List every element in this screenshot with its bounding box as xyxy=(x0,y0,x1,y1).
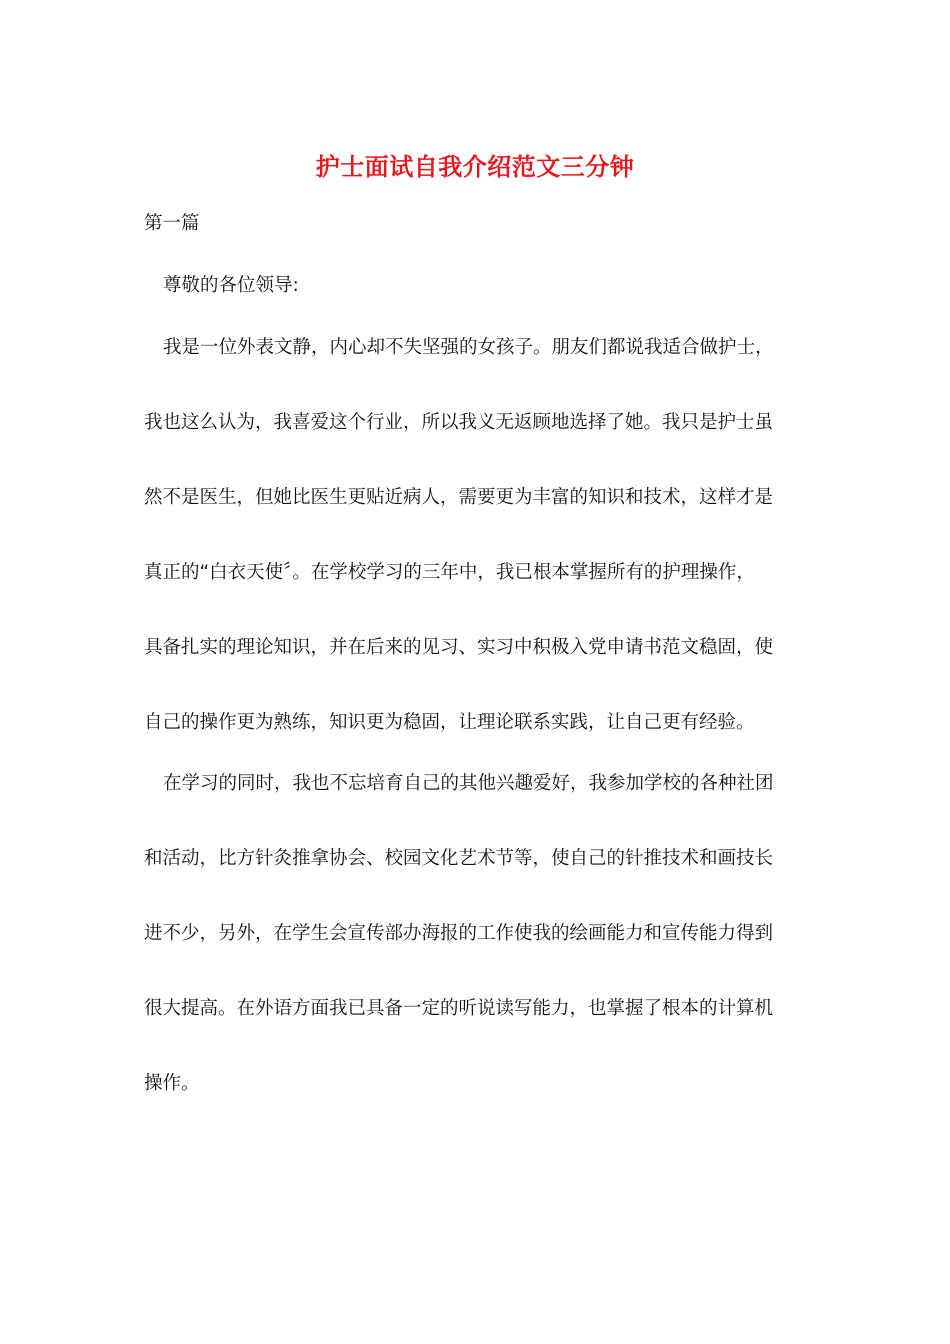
paragraph-line: 自己的操作更为熟练，知识更为稳固，让理论联系实践，让自己更有经验。 xyxy=(144,712,755,733)
paragraph-line: 操作。 xyxy=(144,1073,200,1094)
paragraph-line: 在学习的同时，我也不忘培育自己的其他兴趣爱好，我参加学校的各种社团 xyxy=(163,773,774,794)
paragraph-line: 和活动，比方针灸推拿协会、校园文化艺术节等，使自己的针推技术和画技长 xyxy=(144,848,774,869)
paragraph-line: 我是一位外表文静，内心却不失坚强的女孩子。朋友们都说我适合做护士， xyxy=(163,337,774,358)
paragraph-line: 很大提高。在外语方面我已具备一定的听说读写能力，也掌握了根本的计算机 xyxy=(144,998,774,1019)
paragraph-line: 进不少，另外，在学生会宣传部办海报的工作使我的绘画能力和宣传能力得到 xyxy=(144,923,774,944)
document-title: 护士面试自我介绍范文三分钟 xyxy=(315,152,635,181)
paragraph-line: 我也这么认为，我喜爱这个行业，所以我义无返顾地选择了她。我只是护士虽 xyxy=(144,412,774,433)
paragraph-line: 然不是医生，但她比医生更贴近病人，需要更为丰富的知识和技术，这样才是 xyxy=(144,487,774,508)
section-heading: 第一篇 xyxy=(144,213,200,234)
paragraph-line: 具备扎实的理论知识，并在后来的见习、实习中积极入党申请书范文稳固，使 xyxy=(144,637,774,658)
paragraph-line: 真正的“白衣天使〞。在学校学习的三年中，我已根本掌握所有的护理操作， xyxy=(144,562,755,583)
salutation: 尊敬的各位领导: xyxy=(163,275,299,296)
